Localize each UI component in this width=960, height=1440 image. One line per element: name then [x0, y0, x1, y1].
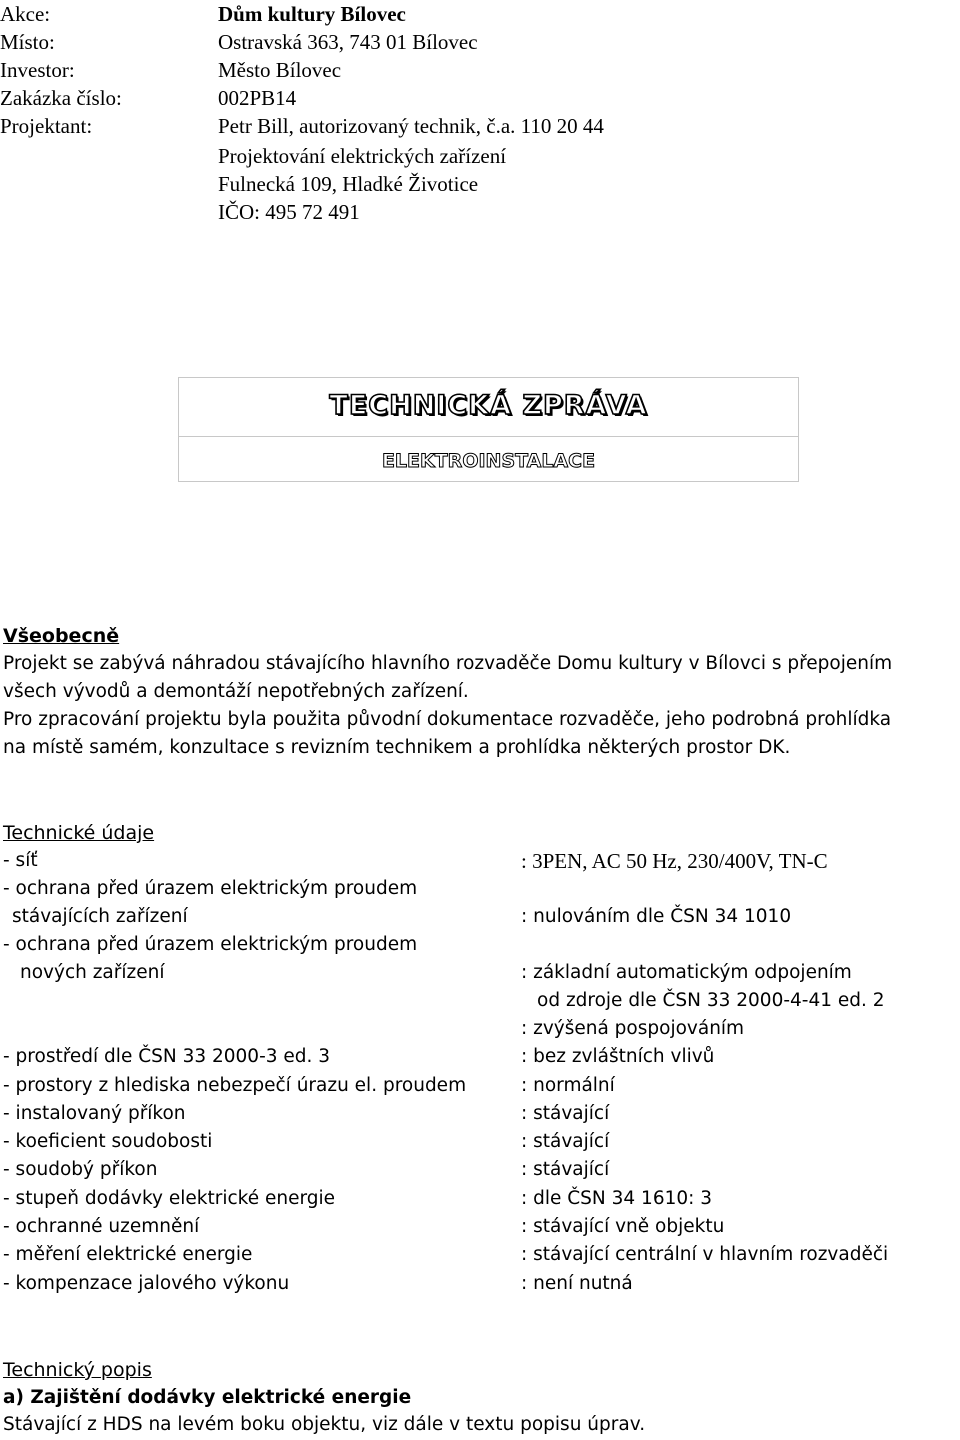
document-subtitle: ELEKTROINSTALACE [381, 450, 596, 472]
tech-value: : stávající [521, 1159, 610, 1180]
section-heading-vseobecne: Všeobecně [3, 625, 120, 647]
tech-row [0, 1241, 960, 1269]
tech-value: : základní automatickým odpojením [521, 962, 852, 983]
tech-row [0, 1072, 960, 1100]
paragraph-line: všech vývodů a demontáží nepotřebných zařízení. [3, 681, 469, 702]
tech-value: : 3PEN, AC 50 Hz, 230/400V, TN-C [521, 849, 828, 873]
tech-value: : bez zvláštních vlivů [521, 1046, 715, 1067]
document-title: TECHNICKÁ ZPRÁVA [329, 390, 648, 421]
title-box [178, 377, 799, 482]
tech-row [0, 875, 960, 903]
tech-row [0, 987, 960, 1015]
tech-label: - ochranné uzemnění [3, 1216, 200, 1237]
tech-value: : stávající [521, 1103, 610, 1124]
tech-label: - prostředí dle ČSN 33 2000-3 ed. 3 [3, 1046, 331, 1067]
tech-label: - ochrana před úrazem elektrickým proudem [3, 878, 418, 899]
tech-label: nových zařízení [20, 962, 165, 983]
tech-row [0, 1270, 960, 1298]
investor-label: Investor: [0, 58, 75, 82]
section-heading-technicke-udaje: Technické údaje [3, 822, 155, 844]
tech-row [0, 1156, 960, 1184]
paragraph-line: Stávající z HDS na levém boku objektu, viz dále v textu popisu úprav. [3, 1414, 646, 1435]
paragraph-line: na místě samém, konzultace s revizním technikem a prohlídka některých prostor DK. [3, 737, 791, 758]
projektant-line: Fulnecká 109, Hladké Životice [218, 172, 479, 196]
tech-label: stávajících zařízení [12, 906, 188, 927]
tech-row [0, 1015, 960, 1043]
projektant-line: Projektování elektrických zařízení [218, 144, 507, 168]
subsection-heading: a) Zajištění dodávky elektrické energie [3, 1387, 412, 1408]
tech-label: - koeficient soudobosti [3, 1131, 213, 1152]
zakazka-value: 002PB14 [218, 86, 297, 110]
tech-value: : stávající vně objektu [521, 1216, 725, 1237]
zakazka-label: Zakázka číslo: [0, 86, 122, 110]
tech-row [0, 1213, 960, 1241]
projektant-line: IČO: 495 72 491 [218, 200, 360, 224]
tech-value: : není nutná [521, 1273, 633, 1294]
tech-label: - stupeň dodávky elektrické energie [3, 1188, 336, 1209]
tech-row [0, 1128, 960, 1156]
section-heading-technicky-popis: Technický popis [3, 1359, 152, 1381]
tech-row [0, 903, 960, 931]
tech-label: - ochrana před úrazem elektrickým proudem [3, 934, 418, 955]
tech-label: - instalovaný příkon [3, 1103, 186, 1124]
tech-value: : stávající centrální v hlavním rozvaděči [521, 1244, 889, 1265]
projektant-line: Petr Bill, autorizovaný technik, č.a. 110 20 44 [218, 114, 604, 138]
tech-label: - síť [3, 850, 38, 871]
akce-label: Akce: [0, 2, 51, 26]
tech-row [0, 847, 960, 875]
tech-value: : nulováním dle ČSN 34 1010 [521, 906, 792, 927]
tech-row [0, 1100, 960, 1128]
tech-value: od zdroje dle ČSN 33 2000-4-41 ed. 2 [537, 990, 885, 1011]
tech-row [0, 931, 960, 959]
tech-value: : zvýšená pospojováním [521, 1018, 745, 1039]
tech-row [0, 959, 960, 987]
tech-value: : dle ČSN 34 1610: 3 [521, 1188, 713, 1209]
akce-value: Dům kultury Bílovec [218, 2, 406, 26]
tech-label: - měření elektrické energie [3, 1244, 253, 1265]
tech-value: : stávající [521, 1131, 610, 1152]
tech-value: : normální [521, 1075, 615, 1096]
investor-value: Město Bílovec [218, 58, 342, 82]
tech-row [0, 1043, 960, 1071]
misto-value: Ostravská 363, 743 01 Bílovec [218, 30, 478, 54]
title-divider [179, 436, 798, 437]
tech-label: - soudobý příkon [3, 1159, 158, 1180]
misto-label: Místo: [0, 30, 55, 54]
paragraph-line: Projekt se zabývá náhradou stávajícího hlavního rozvaděče Domu kultury v Bílovci s přepojením [3, 653, 893, 674]
projektant-label: Projektant: [0, 114, 93, 138]
tech-label: - prostory z hlediska nebezpečí úrazu el. proudem [3, 1075, 467, 1096]
tech-label: - kompenzace jalového výkonu [3, 1273, 290, 1294]
tech-row [0, 1185, 960, 1213]
paragraph-line: Pro zpracování projektu byla použita původní dokumentace rozvaděče, jeho podrobná prohlídka [3, 709, 892, 730]
